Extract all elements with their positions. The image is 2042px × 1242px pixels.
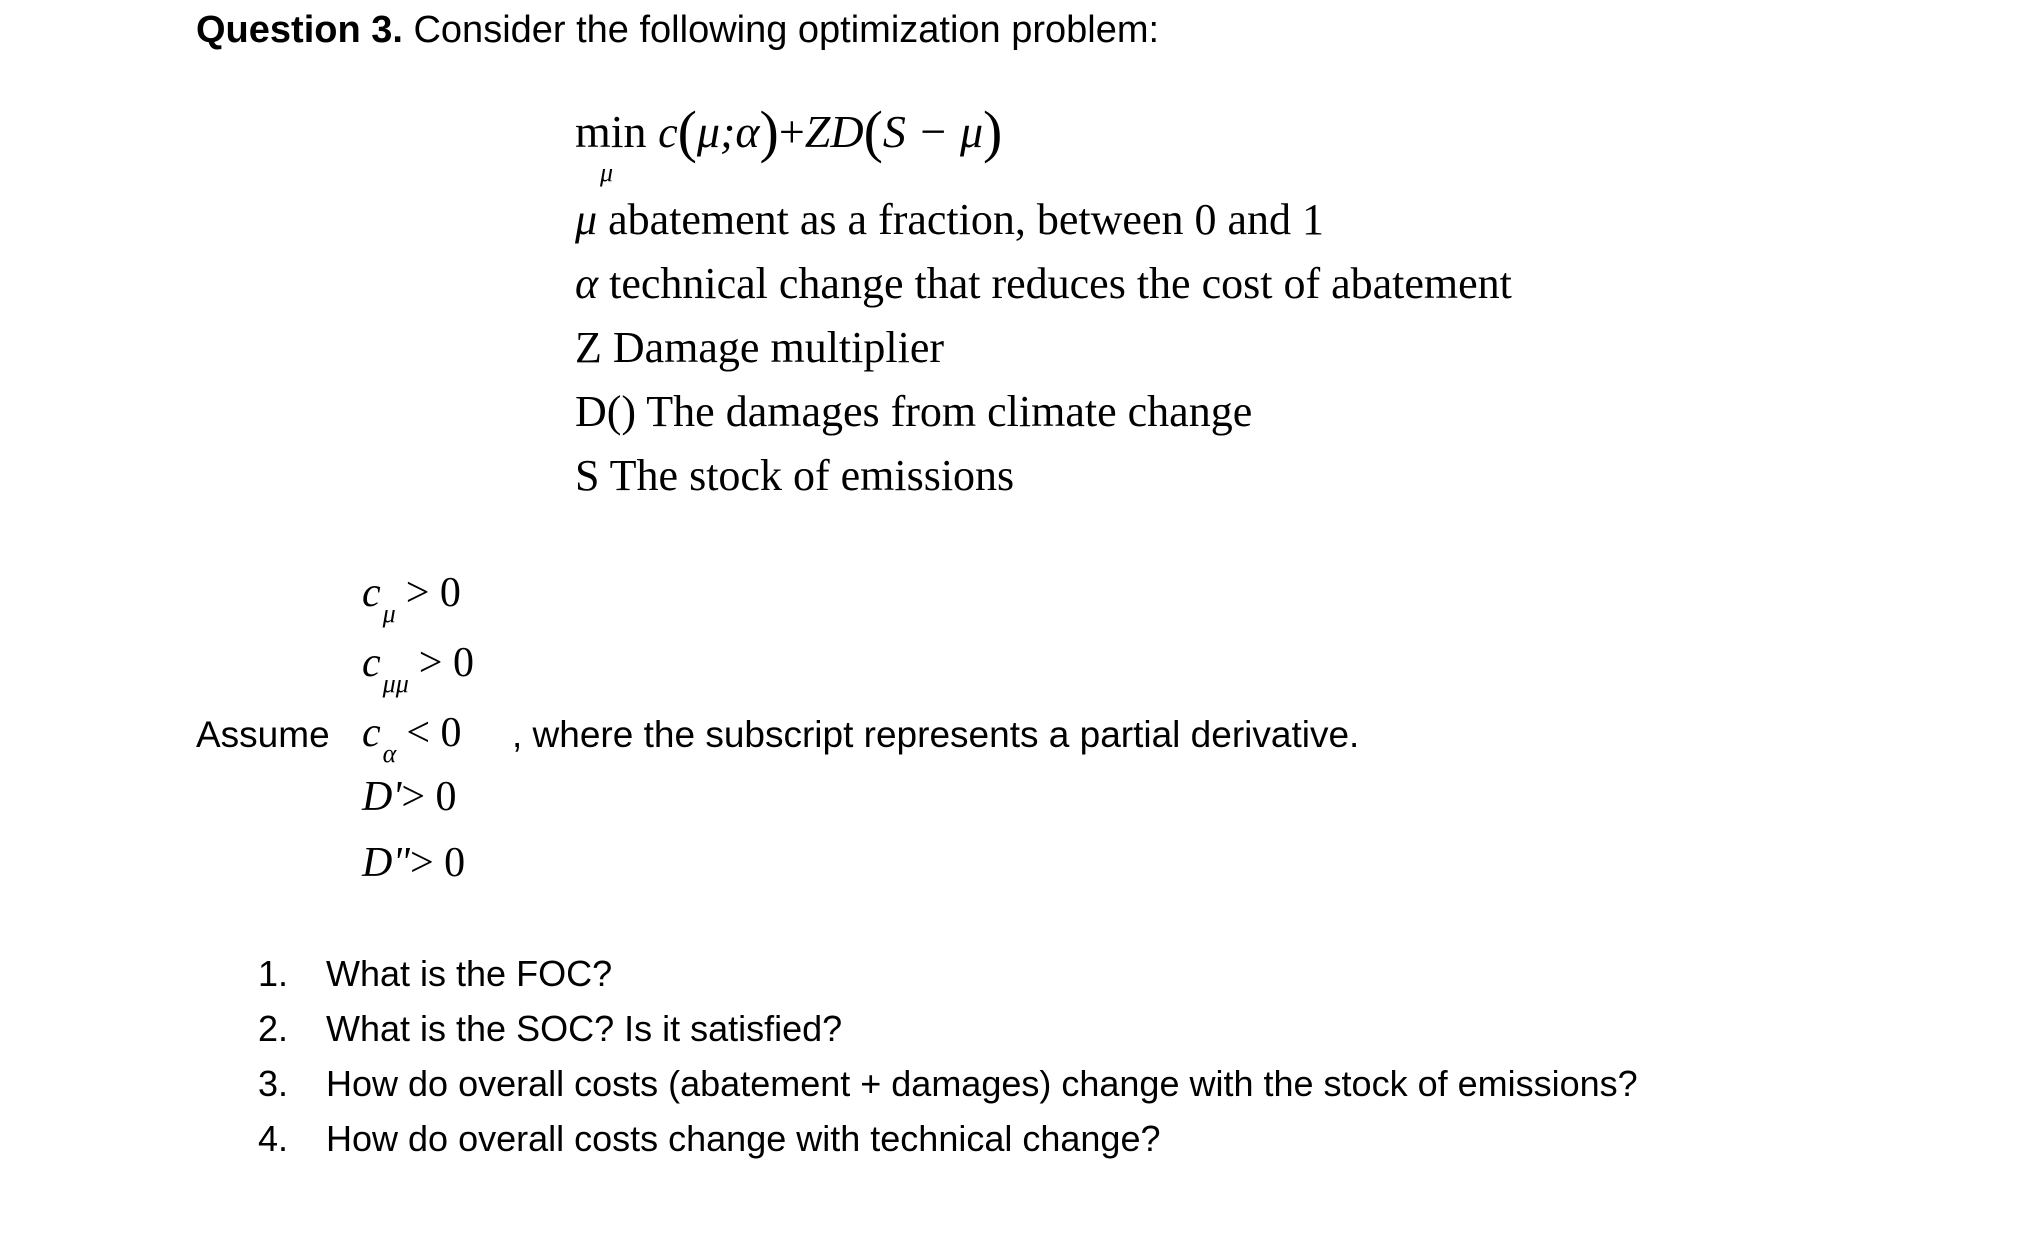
paren-close: ) <box>759 99 779 164</box>
list-number: 4. <box>258 1118 289 1159</box>
definition-mu <box>575 194 1324 246</box>
list-number: 1. <box>258 953 289 994</box>
list-item <box>258 952 612 996</box>
plus-operator: + <box>778 106 805 157</box>
definition-symbol: α <box>575 259 599 308</box>
paren-close-2: ) <box>983 99 1003 164</box>
list-item <box>258 1007 842 1051</box>
definition-text: S The stock of emissions <box>575 451 1015 500</box>
assumption-rel: > 0 <box>409 840 466 886</box>
assumption-rel: > 0 <box>405 570 461 616</box>
assumption-var: c <box>362 570 381 616</box>
cost-function-args: μ;α <box>696 106 760 157</box>
definition-d <box>575 386 1252 438</box>
assumption-var: c <box>362 710 381 756</box>
assume-label: Assume <box>196 714 330 755</box>
list-item <box>258 1117 1161 1161</box>
assumption-rel: > 0 <box>418 640 474 686</box>
assumption-c-mu <box>362 568 461 628</box>
assumption-sub: μ <box>382 599 396 628</box>
assumption-var: c <box>362 640 381 686</box>
definition-alpha <box>575 258 1512 310</box>
assumption-d-double-prime <box>362 838 465 888</box>
assumption-sub: α <box>382 739 397 768</box>
list-text: What is the SOC? Is it satisfied? <box>326 1008 843 1049</box>
assume-note: , where the subscript represents a partial derivative. <box>512 714 1360 755</box>
damage-args: S − μ <box>882 106 984 157</box>
definition-z <box>575 322 944 374</box>
definition-text: D() The damages from climate change <box>575 387 1253 436</box>
min-operator: min <box>575 106 647 157</box>
list-number: 3. <box>258 1063 289 1104</box>
definition-text: Z Damage multiplier <box>575 323 944 372</box>
list-item <box>258 1062 1638 1106</box>
definition-text: technical change that reduces the cost of abatement <box>598 259 1512 308</box>
assumption-rel: < 0 <box>406 710 462 756</box>
assumption-var: D' <box>362 774 402 820</box>
min-subscript: μ <box>600 158 614 187</box>
assumption-sub: μμ <box>382 669 409 698</box>
objective-function <box>575 99 1003 164</box>
question-prompt: Consider the following optimization problem: <box>402 9 1160 51</box>
list-text: How do overall costs change with technical change? <box>326 1118 1161 1159</box>
cost-function-c: c <box>658 108 678 157</box>
paren-open-2: ( <box>863 99 883 164</box>
assumption-c-alpha <box>362 708 462 768</box>
definition-s <box>575 450 1014 502</box>
list-number: 2. <box>258 1008 289 1049</box>
definition-text: abatement as a fraction, between 0 and 1 <box>597 195 1324 244</box>
damage-term: ZD <box>804 106 864 157</box>
assumption-rel: > 0 <box>401 774 457 820</box>
paren-open: ( <box>677 99 697 164</box>
list-text: What is the FOC? <box>326 953 613 994</box>
question-title <box>196 8 1159 52</box>
question-number: Question 3. <box>196 9 403 51</box>
list-text: How do overall costs (abatement + damages) change with the stock of emissions? <box>326 1063 1638 1104</box>
definition-symbol: μ <box>575 195 598 244</box>
assumption-c-mumu <box>362 638 474 698</box>
assumption-d-prime <box>362 772 457 822</box>
assumption-var: D" <box>362 840 410 886</box>
